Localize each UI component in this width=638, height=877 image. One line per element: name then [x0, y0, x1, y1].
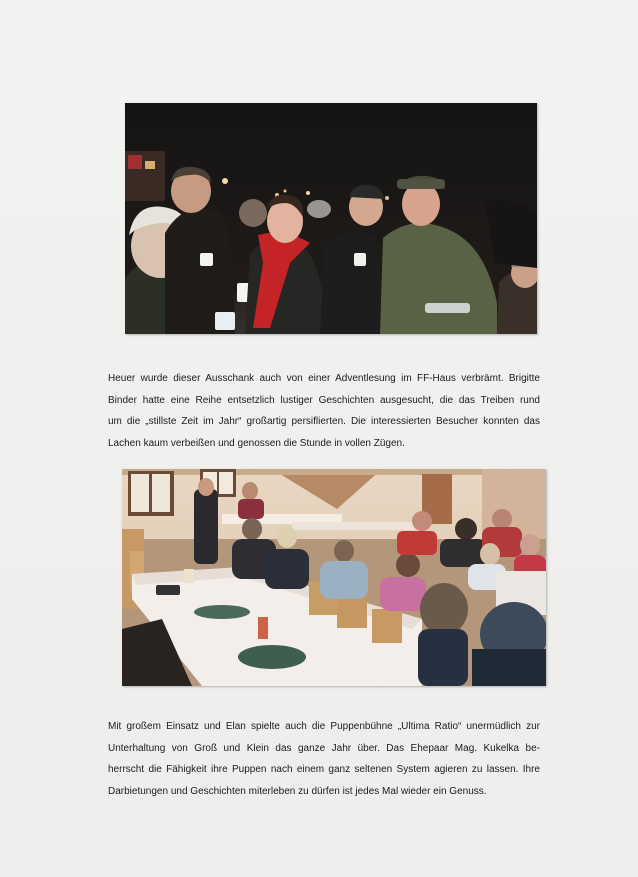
paragraph-line: Mit großem Einsatz und Elan spielte auch die Puppenbühne „Ultima Ratio“ unermüdlich zur	[108, 721, 540, 732]
paragraph-line: Heuer wurde dieser Ausschank auch von einer Adventlesung im FF-Haus verbrämt. Brigitte	[108, 373, 540, 384]
paragraph-line: Unterhaltung von Groß und Klein das ganze Jahr über. Das Ehepaar Mag. Kukelka be-	[108, 742, 540, 754]
outdoor-night-gathering-photo	[125, 103, 537, 334]
paragraph-2	[108, 716, 540, 802]
paragraph-line: Binder hatte eine Reihe entsetzlich lustiger Geschichten ausgesucht, die das Treiben rund	[108, 394, 540, 406]
paragraph-line: Darbietungen und Geschichten miterleben zu dürfen ist jedes Mal wieder ein Genuss.	[108, 785, 487, 797]
paragraph-line: um die „stillste Zeit im Jahr“ großartig persiflierten. Die interessierten Besucher konnten das	[108, 416, 540, 427]
indoor-hall-reading-photo	[122, 469, 546, 686]
paragraph-line: herrscht die Fähigkeit ihre Puppen nach einem ganz seltenen System agieren zu lassen. Ihre	[108, 764, 540, 775]
paragraph-1	[108, 368, 540, 454]
paragraph-line: Lachen kaum verbeißen und genossen die Stunde in vollen Zügen.	[108, 437, 405, 449]
